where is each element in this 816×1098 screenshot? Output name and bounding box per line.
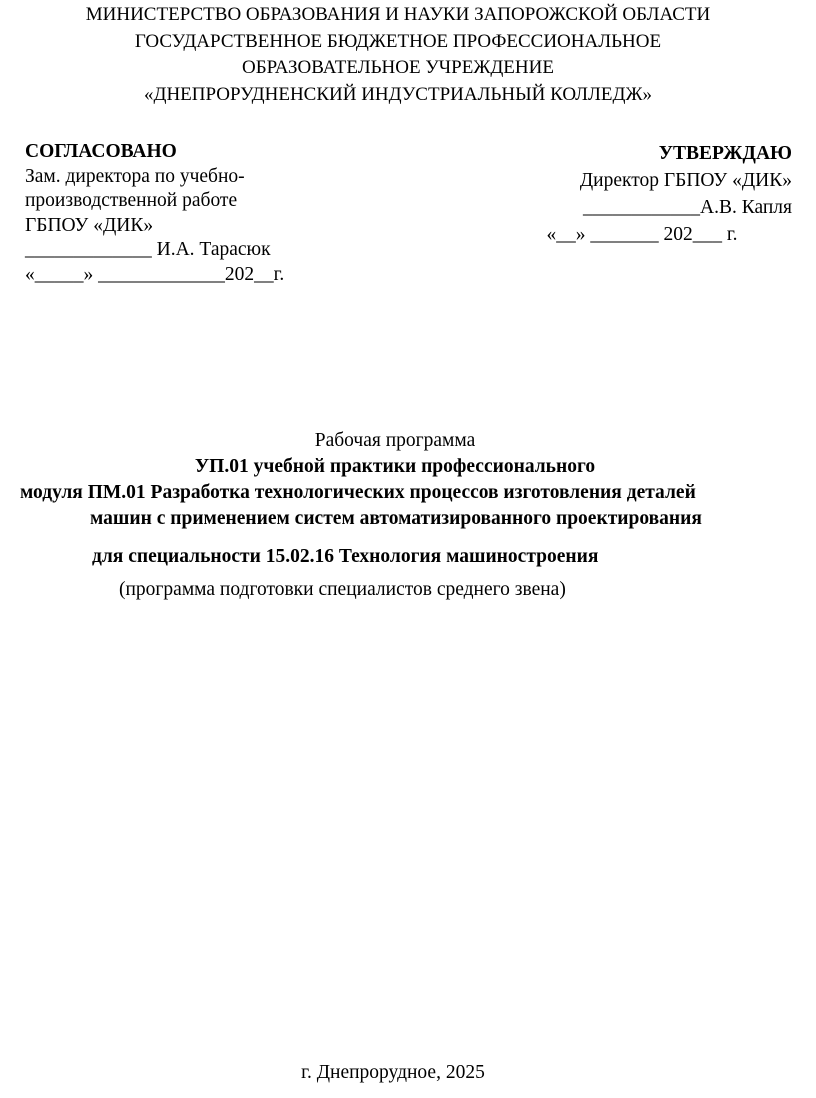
approved-heading: УТВЕРЖДАЮ <box>658 143 792 164</box>
practice-title-line1: УП.01 учебной практики профессионального <box>194 456 596 477</box>
approved-date: «__» _______ 202___ г. <box>546 224 738 245</box>
approved-signature: ____________А.В. Капля <box>583 197 792 218</box>
agreed-heading: СОГЛАСОВАНО <box>25 141 177 162</box>
document-title-block <box>0 428 790 603</box>
approved-block <box>462 140 792 248</box>
approved-position: Директор ГБПОУ «ДИК» <box>579 170 792 191</box>
agreed-date: «_____» _____________202__г. <box>25 263 285 285</box>
agreed-position-line2: производственной работе <box>25 190 238 211</box>
document-type: Рабочая программа <box>314 430 476 451</box>
agreed-signature: _____________ И.А. Тарасюк <box>25 239 271 260</box>
college-name: «ДНЕПРОРУДНЕНСКИЙ ИНДУСТРИАЛЬНЫЙ КОЛЛЕДЖ» <box>144 83 652 105</box>
agreed-organization: ГБПОУ «ДИК» <box>25 214 154 236</box>
agreed-position-line1: Зам. директора по учебно- <box>25 165 245 187</box>
specialty-line: для специальности 15.02.16 Технология машиностроения <box>92 546 599 567</box>
practice-title-line3: машин с применением систем автоматизированного проектирования <box>90 508 702 529</box>
agreed-block <box>25 140 355 287</box>
program-kind-line: (программа подготовки специалистов среднего звена) <box>119 579 566 600</box>
institution-type-line1: ГОСУДАРСТВЕННОЕ БЮДЖЕТНОЕ ПРОФЕССИОНАЛЬНОЕ <box>134 30 662 52</box>
ministry-name: МИНИСТЕРСТВО ОБРАЗОВАНИЯ И НАУКИ ЗАПОРОЖСКОЙ ОБЛАСТИ <box>85 4 711 25</box>
institution-type-line2: ОБРАЗОВАТЕЛЬНОЕ УЧРЕЖДЕНИЕ <box>242 57 554 78</box>
institution-header <box>0 2 796 108</box>
practice-title-line2: модуля ПМ.01 Разработка технологических процессов изготовления деталей <box>20 482 696 503</box>
place-year: г. Днепрорудное, 2025 <box>301 1062 485 1083</box>
